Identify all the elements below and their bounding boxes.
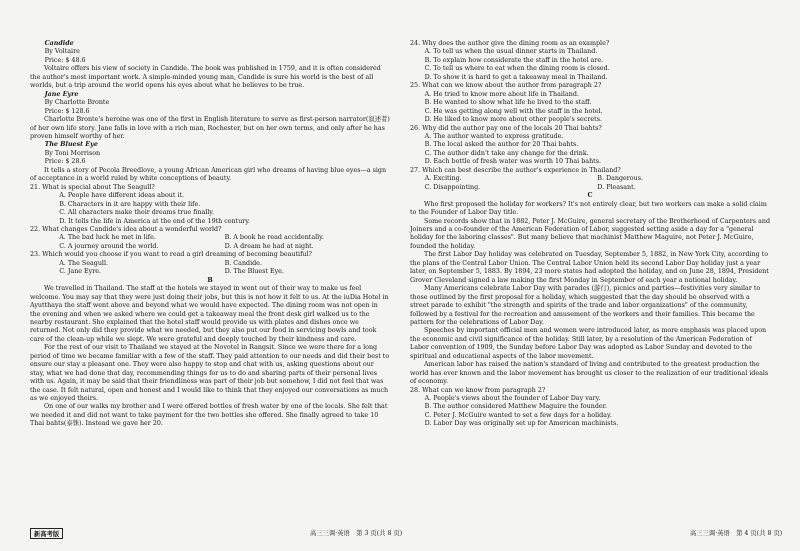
- book-description: Voltaire offers his view of society in Candide. The book was published in 1759, and it is often considered the author's most important work. A simple-minded young man, Candide is sure his world is the best of all worlds, but a trip around the world opens his eyes about what he believes to be true.: [30, 65, 381, 90]
- passage-paragraph: On one of our walks my brother and I were offered bottles of fresh water by one of the locals. She felt that we needed it and did not want to take payment for the two bottles she offered. She finally agreed to take 10 Thai bahts(泰铢). Instead we gave her 20.: [30, 403, 388, 428]
- option-row: [410, 175, 770, 183]
- option-row: [410, 184, 770, 192]
- question-27: 27. Which can best describe the author's experience in Thailand?: [410, 166, 621, 174]
- passage-paragraph: Who first proposed the holiday for workers? It's not entirely clear, but two workers can make a solid claim to the Founder of Labor Day title.: [410, 200, 767, 217]
- edition-badge: 新高考版: [30, 528, 63, 539]
- option: C. All characters make their dreams true finally.: [59, 209, 215, 217]
- question-28: 28. What can we know from paragraph 2?: [410, 386, 546, 394]
- book-author: By Voltaire: [44, 48, 80, 56]
- option: A. He tried to know more about life in Thailand.: [424, 90, 579, 98]
- passage-paragraph: Some records show that in 1882, Peter J. McGuire, general secretary of the Brotherhood of Carpenters and Joiners and a co-founder of the American Federation of Labor, suggested setting aside a day for a "general holiday for the laboring classes". But many believe that machinist Matthew Maguire, not Peter J. McGuire, founded the holiday.: [410, 217, 771, 250]
- option-row: [30, 268, 390, 276]
- book-description: It tells a story of Pecola Breedlove, a young African American girl who dreams of having blue eyes—a sign of acceptance in a world ruled by white conceptions of beauty.: [30, 166, 387, 183]
- page-footer-left: 高三三调·英语 第 3 页(共 8 页): [310, 530, 403, 537]
- option: B. Candide.: [224, 259, 262, 267]
- option: B. Dangerous.: [597, 175, 643, 183]
- option-row: [30, 234, 390, 242]
- question-22: 22. What changes Candide's idea about a wonderful world?: [30, 225, 222, 233]
- right-column: [410, 40, 770, 429]
- option: D. To show it is hard to get a takeaway meal in Thailand.: [424, 73, 608, 81]
- book-price: Price: $ 128.6: [44, 107, 90, 115]
- book-title: The Bluest Eye: [44, 141, 98, 149]
- option: A. The author wanted to express gratitude.: [424, 132, 564, 140]
- passage-paragraph: American labor has raised the nation's standard of living and contributed to the greatest production the world has ever known and the labor movement has brought us closer to the realization of our traditional ideals of economy.: [410, 361, 769, 386]
- question-24: 24. Why does the author give the dining room as an example?: [410, 40, 610, 47]
- option: B. He wanted to show what life he lived to the staff.: [424, 99, 592, 107]
- option: D. Labor Day was originally set up for American machinists.: [424, 420, 619, 428]
- book-title: Jane Eyre: [44, 90, 79, 98]
- option-row: [30, 260, 390, 268]
- question-25: 25. What can we know about the author from paragraph 2?: [410, 82, 602, 90]
- question-23: 23. Which would you choose if you want to read a girl dreaming of becoming beautiful?: [30, 251, 312, 259]
- option: D. It tells the life in America at the end of the 19th century.: [59, 217, 251, 225]
- option: C. Peter J. McGuire wanted to set a few days for a holiday.: [424, 411, 612, 419]
- book-description: Charlotte Bronte's heroine was one of the first in English literature to serve as first-person narrator(叙述者) of her own life story. Jane falls in love with a rich man, Rochester, but on her own terms, and only after he has proven himself worthy of her.: [30, 116, 390, 140]
- option: D. The Bluest Eye.: [224, 268, 284, 276]
- page-footer-right: 高三三调·英语 第 4 页(共 8 页): [690, 530, 783, 537]
- option: A. The bad luck he met in life.: [59, 234, 156, 242]
- passage-paragraph: We travelled in Thailand. The staff at the hotels we stayed in went out of their way to make us feel welcome. You may say that they were just doing their jobs, but this is not how it felt to us. At the iuDia Hotel in Ayutthaya the staff went above and beyond what we would have expected. The dining room was not open in the evening and when we asked where we could get a takeaway meal the front desk girl walked us to the nearby restaurant. She explained that the hotel staff would provide us with plates and dishes once we returned. Not only did they provide what we needed, but they also put our food in servicing bowls and took care of the clean-up while we slept. We were grateful and deeply touched by their kindness and care.: [30, 285, 389, 343]
- option: C. A journey around the world.: [59, 242, 159, 250]
- option: D. Each bottle of fresh water was worth 10 Thai bahts.: [424, 158, 601, 166]
- passage-paragraph: For the rest of our visit to Thailand we stayed at the Novotel in Rangsit. Since we were there for a long period of time we became familiar with a few of the staff. They paid attention to our needs and did their best to ensure our stay a pleasant one. They were also happy to stop and chat with us, asking questions about our stay, what we had done that day, recommending things for us to do and sharing parts of their personal lives with us. Again, it may be said that their friendliness was part of their job but somehow, I did not feel that was the case. It felt natural, open and honest and I would like to think that they enjoyed our conversations as much as we enjoyed theirs.: [30, 344, 390, 403]
- option: D. A dream he had at night.: [224, 242, 314, 250]
- book-author: By Charlotte Bronte: [44, 99, 110, 107]
- option: C. He was getting along well with the staff in the hotel.: [424, 107, 603, 115]
- option: B. To explain how considerate the staff in the hotel are.: [424, 56, 604, 64]
- option: A. The Seagull.: [59, 259, 109, 267]
- section-heading: B: [207, 276, 213, 284]
- option: D. He liked to know more about other people's secrets.: [424, 116, 602, 124]
- passage-paragraph: Many Americans celebrate Labor Day with parades (游行), picnics and parties—festivities very similar to those outlined by the first proposal for a holiday, which suggested that the day should be observed with a street parade to exhibit "the strength and spirits of the trade and labor organizations" of the community, followed by a festival for the recreation and amusement of the workers and their families. This became the pattern for the celebrations of Labor Day.: [410, 285, 761, 326]
- book-author: By Toni Morrison: [44, 149, 101, 157]
- left-column: [30, 40, 390, 429]
- section-heading: C: [587, 192, 593, 200]
- option: C. Disappointing.: [424, 183, 481, 191]
- option: C. Jane Eyre.: [59, 268, 102, 276]
- passage-paragraph: Speeches by important official men and women were introduced later, as more emphasis was placed upon the economic and civil significance of the holiday. Still later, by a resolution of the American Federation of Labor convention of 1909, the Sunday before Labor Day was adopted as Labor Sunday and devoted to the spiritual and educational aspects of the labor movement.: [410, 327, 767, 360]
- option: C. To tell us where to eat when the dining room is closed.: [424, 65, 610, 73]
- book-price: Price: $ 28.6: [44, 158, 86, 166]
- option: A. Exciting.: [424, 175, 462, 183]
- passage-paragraph: The first Labor Day holiday was celebrated on Tuesday, September 5, 1882, in New York City, according to the plans of the Central Labor Union. The Central Labor Union held its second Labor Day holiday just a year later, on September 5, 1883. By 1894, 23 more states had adopted the holiday, and on June 28, 1894, President Grover Cleveland signed a law making the first Monday in September of each year a national holiday.: [410, 251, 769, 284]
- option: B. The local asked the author for 20 Thai bahts.: [424, 141, 579, 149]
- option: B. Characters in it are happy with their life.: [59, 200, 201, 208]
- option: C. The author didn't take any change for the drink.: [424, 149, 589, 157]
- option: B. The author considered Matthew Maguire the founder.: [424, 403, 607, 411]
- book-price: Price: $ 48.6: [44, 56, 86, 64]
- option: A. People have different ideas about it.: [59, 192, 185, 200]
- question-26: 26. Why did the author pay one of the locals 20 Thai bahts?: [410, 124, 602, 132]
- option: B. A book he read accidentally.: [224, 234, 324, 242]
- option: A. People's views about the founder of Labor Day vary.: [424, 395, 601, 403]
- option: A. To tell us when the usual dinner starts in Thailand.: [424, 48, 598, 56]
- book-title: Candide: [44, 40, 74, 47]
- question-21: 21. What is special about The Seagull?: [30, 183, 155, 191]
- option: D. Pleasant.: [597, 183, 636, 191]
